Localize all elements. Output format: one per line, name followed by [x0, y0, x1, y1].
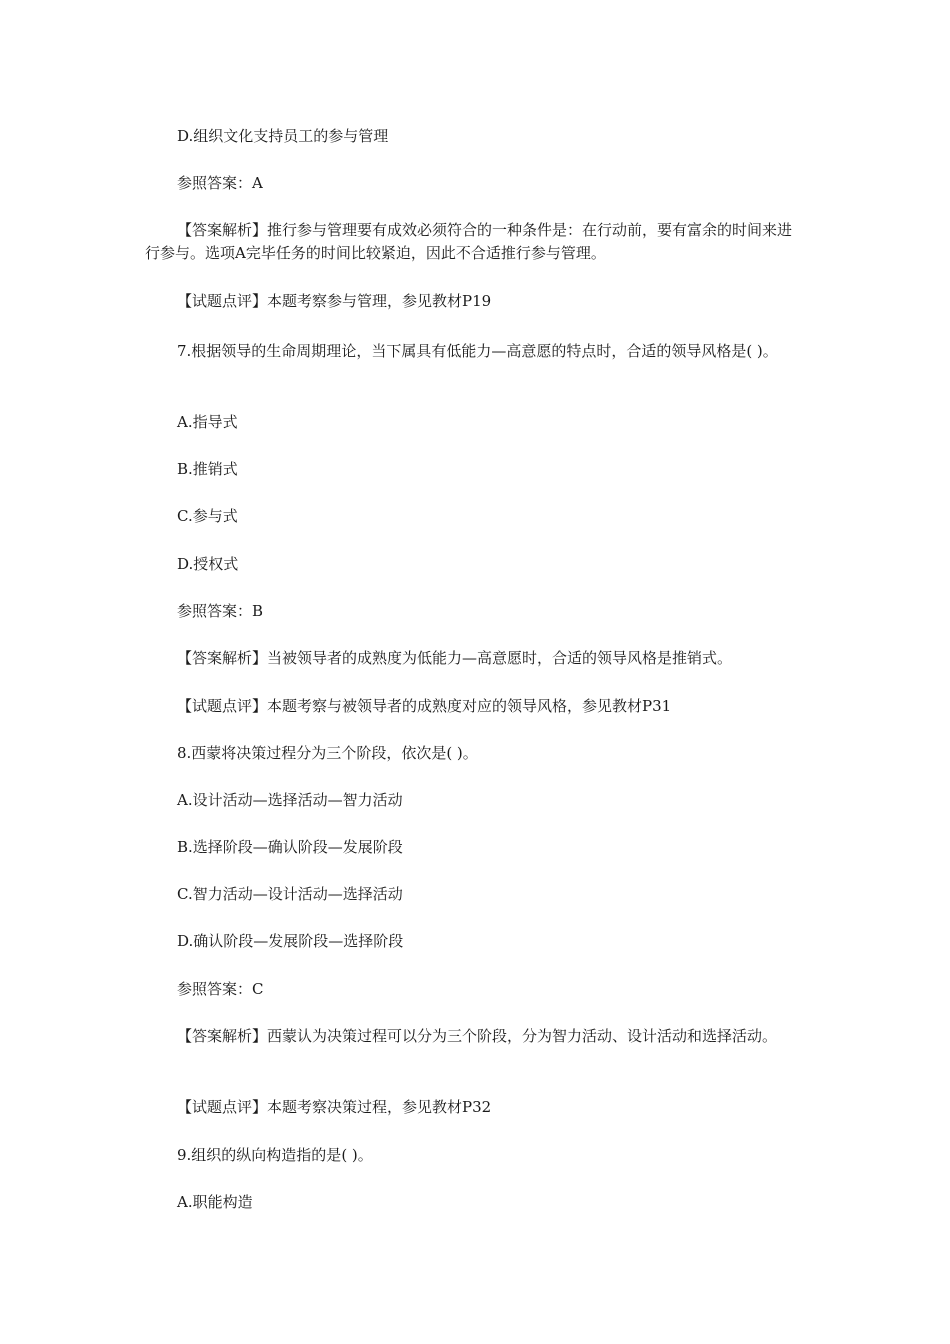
question-8: 8.西蒙将决策过程分为三个阶段，依次是( )。	[177, 744, 478, 762]
option-d-q7: D.授权式	[177, 555, 239, 573]
analysis-q6: 【答案解析】推行参与管理要有成效必须符合的一种条件是：在行动前，要有富余的时间来进行参与。选项A完毕任务的时间比较紧迫，因此不合适推行参与管理。	[145, 221, 793, 262]
analysis-q8: 【答案解析】西蒙认为决策过程可以分为三个阶段，分为智力活动、设计活动和选择活动。	[177, 1027, 778, 1045]
option-b-q8: B.选择阶段—确认阶段—发展阶段	[177, 838, 403, 856]
question-9: 9.组织的纵向构造指的是( )。	[177, 1146, 373, 1164]
option-c-q8: C.智力活动—设计活动—选择活动	[177, 885, 403, 903]
comment-q8: 【试题点评】本题考察决策过程，参见教材P32	[177, 1098, 492, 1116]
option-a-q8: A.设计活动—选择活动—智力活动	[177, 791, 403, 809]
option-b-q7: B.推销式	[177, 460, 238, 478]
answer-q8: 参照答案：C	[177, 980, 264, 998]
option-a-q9: A.职能构造	[177, 1193, 253, 1211]
question-7: 7.根据领导的生命周期理论，当下属具有低能力—高意愿的特点时，合适的领导风格是( )。	[177, 342, 778, 360]
analysis-q7: 【答案解析】当被领导者的成熟度为低能力—高意愿时，合适的领导风格是推销式。	[177, 649, 733, 667]
option-c-q7: C.参与式	[177, 507, 238, 525]
comment-q7: 【试题点评】本题考察与被领导者的成熟度对应的领导风格，参见教材P31	[177, 697, 672, 715]
option-d-q6: D.组织文化支持员工的参与管理	[177, 127, 389, 145]
comment-q6: 【试题点评】本题考察参与管理，参见教材P19	[177, 292, 492, 310]
answer-q6: 参照答案：A	[177, 174, 263, 192]
answer-q7: 参照答案：B	[177, 602, 264, 620]
option-d-q8: D.确认阶段—发展阶段—选择阶段	[177, 932, 404, 950]
option-a-q7: A.指导式	[177, 413, 238, 431]
